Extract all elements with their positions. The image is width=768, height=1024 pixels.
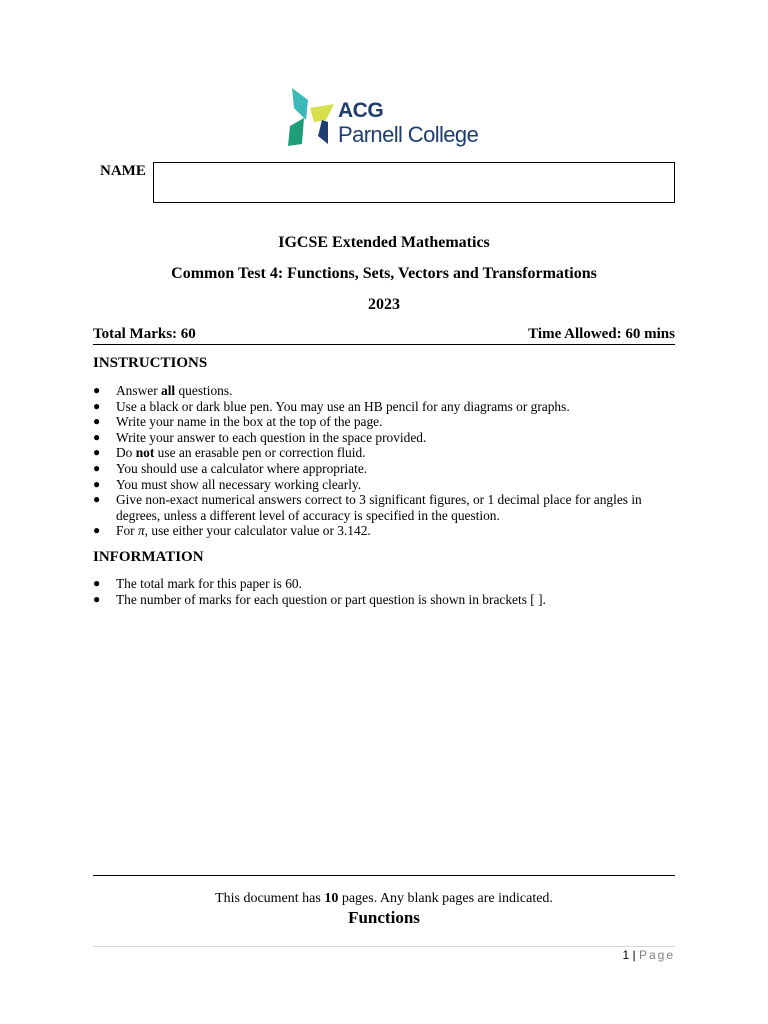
logo-mark-icon: [286, 86, 338, 152]
test-title: Common Test 4: Functions, Sets, Vectors and Transformations: [171, 265, 597, 282]
footer-divider: [93, 946, 675, 947]
list-item: ● Answer all questions.: [93, 383, 233, 398]
bullet-icon: ●: [93, 591, 101, 606]
list-item: ● Use a black or dark blue pen. You may use an HB pencil for any diagrams or graphs.: [93, 398, 570, 414]
total-marks: Total Marks: 60: [93, 326, 196, 342]
time-allowed: Time Allowed: 60 mins: [528, 326, 675, 342]
marks-time-row: [93, 326, 675, 345]
subject-title: IGCSE Extended Mathematics: [278, 234, 490, 251]
bullet-icon: ●: [93, 576, 101, 590]
list-item: ● Give non-exact numerical answers correct to 3 significant figures, or 1 decimal place for angles in degrees, unless a different level of accuracy is specified in the question.: [93, 492, 642, 523]
information-list: [93, 576, 678, 607]
bullet-icon: ●: [93, 429, 101, 444]
bullet-icon: ●: [93, 445, 101, 460]
name-input-box[interactable]: [153, 162, 675, 203]
logo-text-college: Parnell College: [338, 122, 479, 147]
bullet-icon: ●: [93, 476, 101, 491]
list-item: ● Do not use an erasable pen or correction fluid.: [93, 445, 366, 461]
list-item: ● Write your answer to each question in the space provided.: [93, 429, 427, 445]
list-item: ● The total mark for this paper is 60.: [93, 576, 302, 591]
instructions-list: [93, 383, 678, 539]
list-item: ● You must show all necessary working clearly.: [93, 476, 362, 492]
bullet-icon: ●: [93, 492, 101, 507]
bullet-icon: ●: [93, 523, 101, 538]
list-item: ● You should use a calculator where appropriate.: [93, 460, 368, 476]
logo-text-acg: ACG: [338, 99, 384, 122]
bullet-icon: ●: [93, 398, 101, 413]
college-logo: [286, 86, 482, 152]
page-number: 1 | Page: [622, 948, 675, 962]
page-count-note: This document has 10 pages. Any blank pages are indicated.: [215, 891, 553, 906]
instructions-heading: INSTRUCTIONS: [93, 355, 208, 371]
section-heading: Functions: [348, 908, 420, 927]
list-item: ● The number of marks for each question or part question is shown in brackets [ ].: [93, 591, 546, 607]
year-title: 2023: [368, 296, 400, 313]
information-heading: INFORMATION: [93, 549, 204, 565]
bottom-divider: [93, 875, 675, 876]
list-item: ● Write your name in the box at the top of the page.: [93, 414, 383, 430]
bullet-icon: ●: [93, 460, 101, 475]
name-label: NAME: [100, 163, 146, 179]
bullet-icon: ●: [93, 414, 101, 429]
list-item: ● For π, use either your calculator value or 3.142.: [93, 523, 371, 539]
bullet-icon: ●: [93, 383, 101, 397]
